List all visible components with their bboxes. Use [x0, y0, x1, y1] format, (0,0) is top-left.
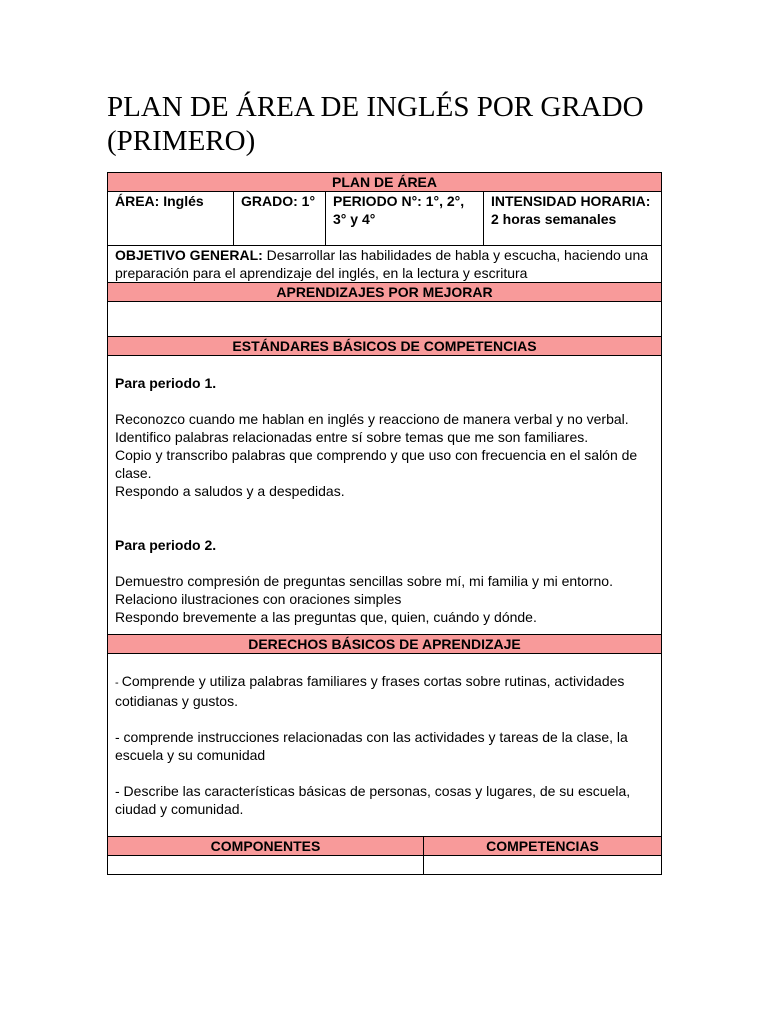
aprendizajes-empty-cell: [108, 302, 662, 337]
estandares-cell: [108, 356, 662, 635]
periodo2-title: Para periodo 2.: [115, 537, 217, 553]
periodo1-item: Reconozco cuando me hablan en inglés y reacciono de manera verbal y no verbal.: [115, 411, 629, 427]
competencias-header: COMPETENCIAS: [424, 837, 662, 856]
derechos-item-text: Comprende y utiliza palabras familiares y frases cortas sobre rutinas, actividades cotidianas y gustos.: [115, 673, 625, 709]
derechos-item: [115, 672, 654, 710]
derechos-item: - Describe las características básicas de personas, cosas y lugares, de su escuela, ciudad y comunidad.: [115, 783, 631, 817]
derechos-header: DERECHOS BÁSICOS DE APRENDIZAJE: [108, 635, 662, 654]
plan-table: [107, 172, 662, 875]
componentes-header: COMPONENTES: [108, 837, 424, 856]
derechos-content: [115, 654, 654, 836]
objetivo-cell: [108, 246, 662, 283]
periodo1-item: Respondo a saludos y a despedidas.: [115, 483, 345, 499]
objetivo-text: Desarrollar las habilidades de habla y escucha, haciendo una preparación para el aprendizaje del inglés, en la lectura y escritura: [115, 247, 649, 281]
derechos-item: - comprende instrucciones relacionadas con las actividades y tareas de la clase, la escuela y su comunidad: [115, 729, 628, 763]
periodo1-item: Identifico palabras relacionadas entre sí sobre temas que me son familiares.: [115, 429, 589, 445]
derechos-dash: -: [115, 677, 122, 689]
componentes-empty-cell: [108, 856, 424, 875]
grado-cell: GRADO: 1°: [234, 192, 326, 246]
aprendizajes-header: APRENDIZAJES POR MEJORAR: [108, 283, 662, 302]
competencias-empty-cell: [424, 856, 662, 875]
intensidad-cell: INTENSIDAD HORARIA: 2 horas semanales: [484, 192, 662, 246]
title-line-1: PLAN DE ÁREA DE INGLÉS POR GRADO: [107, 91, 644, 123]
plan-header: PLAN DE ÁREA: [108, 173, 662, 192]
periodo2-item: Demuestro compresión de preguntas sencillas sobre mí, mi familia y mi entorno.: [115, 573, 613, 589]
objetivo-label: OBJETIVO GENERAL:: [115, 247, 263, 263]
estandares-content: [115, 356, 654, 634]
derechos-cell: [108, 654, 662, 837]
document-title: [107, 90, 687, 158]
area-cell: ÁREA: Inglés: [108, 192, 234, 246]
periodo-cell: PERIODO N°: 1°, 2°, 3° y 4°: [326, 192, 484, 246]
title-line-2: (PRIMERO): [107, 125, 256, 157]
periodo1-title: Para periodo 1.: [115, 375, 217, 391]
periodo2-item: Respondo brevemente a las preguntas que, quien, cuándo y dónde.: [115, 609, 537, 625]
estandares-header: ESTÁNDARES BÁSICOS DE COMPETENCIAS: [108, 337, 662, 356]
periodo1-item: Copio y transcribo palabras que comprendo y que uso con frecuencia en el salón de clase.: [115, 447, 638, 481]
periodo2-item: Relaciono ilustraciones con oraciones simples: [115, 591, 402, 607]
